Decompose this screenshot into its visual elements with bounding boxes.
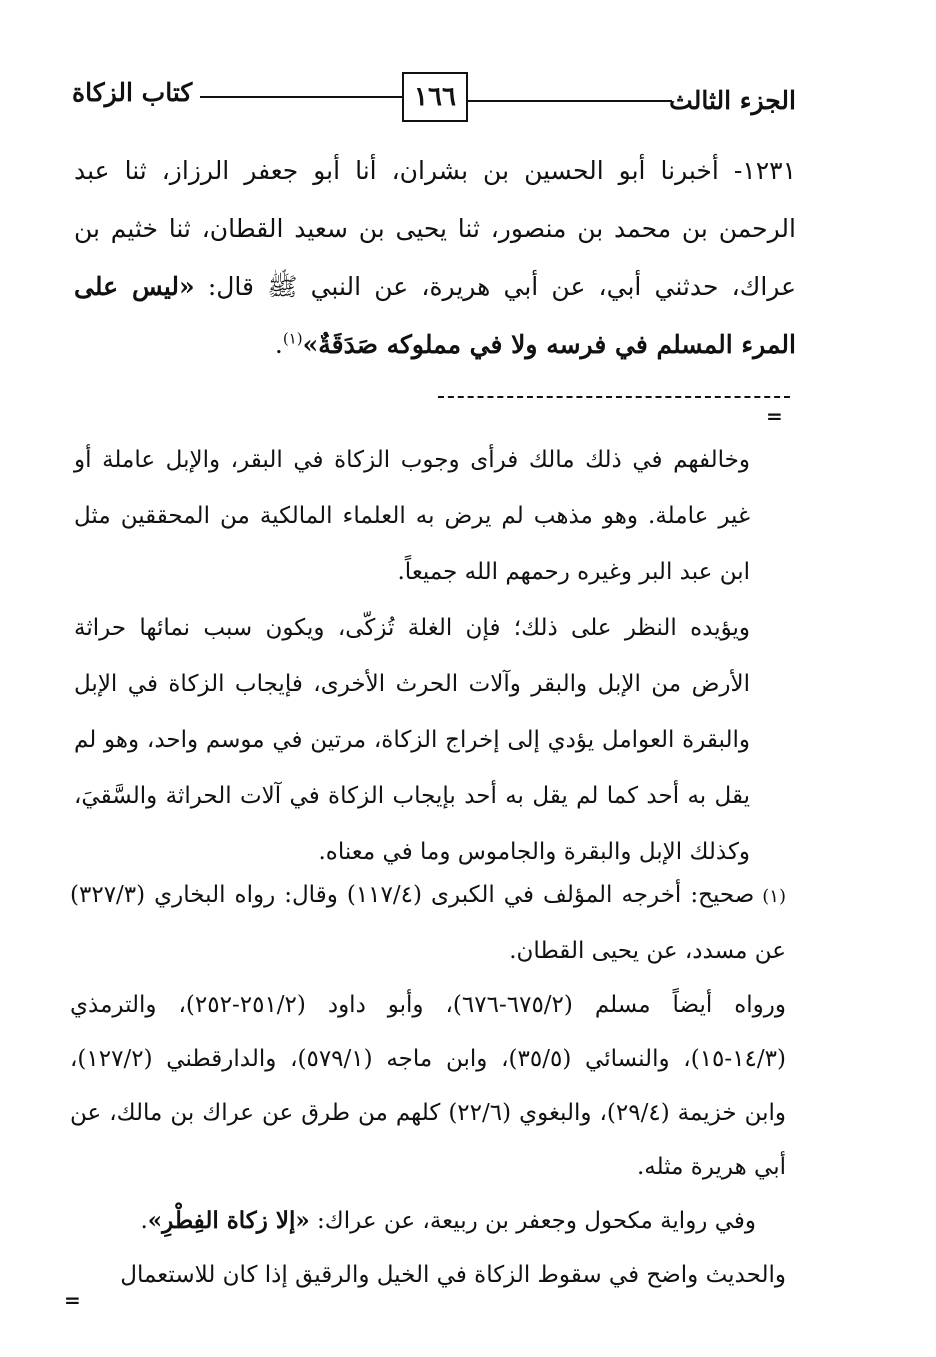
header-part-title: الجزء الثالث <box>669 86 796 115</box>
footnote-marker: (١) <box>282 329 303 348</box>
footnote-1-continued: ورواه أيضاً مسلم (٦٧٥/٢-٦٧٦)، وأبو داود (٢٥١/٢-٢٥٢)، والترمذي (١٤/٣-١٥)، والنسائي (٣٥/٥)، وابن ماجه (٥٧٩/١)، والدارقطني (١٢٧/٢)، وابن خزيمة (٢٩/٤)، والبغوي (٢٢/٦) كلهم من طرق عن عراك بن مالك، عن أبي هريرة مثله. <box>70 992 786 1180</box>
hadith-quote: «ليس على المرء المسلم في فرسه ولا في مملوكه صَدَقَةٌ» <box>74 272 796 359</box>
hadith-paragraph <box>74 142 796 374</box>
commentary-paragraph-2: ويؤيده النظر على ذلك؛ فإن الغلة تُزكّى، ويكون سبب نمائها حراثة الأرض من الإبل والبقر وآلات الحرث الأخرى، فإيجاب الزكاة في الإبل والبقرة العوامل يؤدي إلى إخراج الزكاة، مرتين في موسم واحد، وهو لم يقل به أحد كما لم يقل به أحد بإيجاب الزكاة في آلات الحراثة والسَّقيَ، وكذلك الإبل والبقرة والجاموس وما في معناه. <box>74 615 750 865</box>
footnote-1-conclusion: والحديث واضح في سقوط الزكاة في الخيل والرقيق إذا كان للاستعمال <box>120 1262 786 1288</box>
hadith-chain: ١٢٣١- أخبرنا أبو الحسين بن بشران، أنا أبو جعفر الرزاز، ثنا عبد الرحمن بن محمد بن منصور، ثنا يحيى بن سعيد القطان، ثنا خثيم بن عراك، حدثني أبي، عن أبي هريرة، عن النبي ﷺ قال: <box>74 156 796 301</box>
section-separator <box>438 396 790 398</box>
page-number-box <box>402 72 468 122</box>
page-header <box>72 72 796 128</box>
narration-prefix: وفي رواية مكحول وجعفر بن ربيعة، عن عراك: <box>317 1208 756 1234</box>
hadith-end-punct: . <box>274 330 283 359</box>
footnotes-section <box>70 868 786 1302</box>
page-number: ١٦٦ <box>414 82 456 112</box>
header-rule-left <box>200 96 402 98</box>
footnote-number: (١) <box>762 886 786 907</box>
header-rule-right <box>468 100 672 102</box>
header-book-title: كتاب الزكاة <box>72 78 193 107</box>
narration-end: . <box>140 1208 148 1234</box>
continuation-mark-bottom: = <box>64 1288 81 1312</box>
footnote-1-narration <box>70 1194 786 1248</box>
continuation-mark-top: = <box>766 404 783 428</box>
footnote-1 <box>70 868 786 978</box>
hadith-text <box>74 142 796 374</box>
commentary-paragraph-1: وخالفهم في ذلك مالك فرأى وجوب الزكاة في البقر، والإبل عاملة أو غير عاملة. وهو مذهب لم يرض به العلماء المالكية من المحققين مثل ابن عبد البر وغيره رحمهم الله جميعاً. <box>74 447 750 585</box>
commentary-section <box>74 432 750 880</box>
footnote-1-text: صحيح: أخرجه المؤلف في الكبرى (١١٧/٤) وقال: رواه البخاري (٣٢٧/٣) عن مسدد، عن يحيى القطان. <box>70 882 786 964</box>
narration-quote: «إلا زكاة الفِطْرِ» <box>147 1207 310 1234</box>
